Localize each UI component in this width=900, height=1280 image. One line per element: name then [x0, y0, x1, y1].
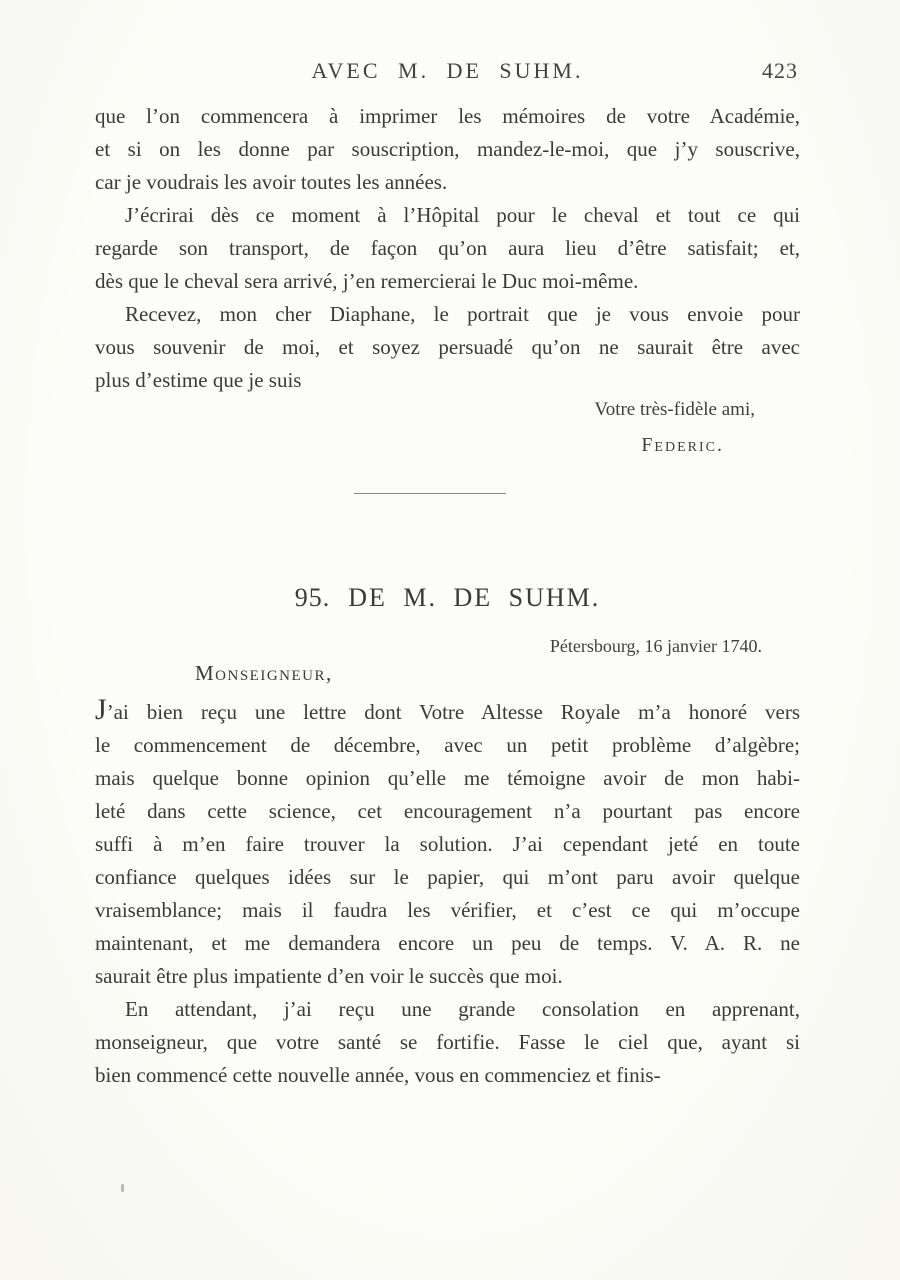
text-line: Recevez, mon cher Diaphane, le portrait que je vous envoie pour	[125, 302, 800, 326]
text-line: suffi à m’en faire trouver la solution. J’ai cependant jeté en toute	[95, 832, 800, 856]
page-number: 423	[762, 58, 798, 83]
drop-initial: J	[95, 693, 107, 726]
paragraph	[95, 199, 800, 298]
text-line: dès que le cheval sera arrivé, j’en remercierai le Duc moi-même.	[95, 269, 639, 293]
letter-continuation-body	[95, 100, 800, 397]
text-line: vous souvenir de moi, et soyez persuadé qu’on ne saurait être avec	[95, 335, 800, 359]
paragraph	[95, 298, 800, 397]
dateline	[95, 636, 800, 657]
text-line: bien commencé cette nouvelle année, vous en commenciez et finis-	[95, 1063, 661, 1087]
text-line: saurait être plus impatiente d’en voir le succès que moi.	[95, 964, 563, 988]
signature	[95, 434, 800, 457]
text-line: que l’on commencera à imprimer les mémoires de votre Académie,	[95, 104, 800, 128]
paragraph	[95, 993, 800, 1092]
running-title: AVEC M. DE SUHM.	[311, 58, 584, 83]
text-line: mais quelque bonne opinion qu’elle me témoigne avoir de mon habi-	[95, 766, 800, 790]
letter-number: 95.	[294, 583, 331, 612]
salutation: Monseigneur,	[195, 661, 333, 685]
text-line: J’ai bien reçu une lettre dont Votre Altesse Royale m’a honoré vers	[95, 693, 800, 726]
text-line: maintenant, et me demandera encore un peu de temps. V. A. R. ne	[95, 931, 800, 955]
text-line: confiance quelques idées sur le papier, qui m’ont paru avoir quelque	[95, 865, 800, 889]
text-line: En attendant, j’ai reçu une grande consolation en apprenant,	[125, 997, 800, 1021]
text-line: vraisemblance; mais il faudra les vérifier, et c’est ce qui m’occupe	[95, 898, 800, 922]
section-divider-rule	[354, 493, 506, 494]
dateline-text: Pétersbourg, 16 janvier 1740.	[549, 636, 762, 656]
letter-title: DE M. DE SUHM.	[348, 583, 601, 612]
text-line: leté dans cette science, cet encouragement n’a pourtant pas encore	[95, 799, 800, 823]
text-line: J’écrirai dès ce moment à l’Hôpital pour le cheval et tout ce qui	[125, 203, 800, 227]
valediction-text: Votre très-fidèle ami,	[594, 399, 755, 420]
text-line: le commencement de décembre, avec un petit problème d’algèbre;	[95, 733, 800, 757]
text-line: regarde son transport, de façon qu’on aura lieu d’être satisfait; et,	[95, 236, 800, 260]
paragraph	[95, 100, 800, 199]
ink-speck-artifact	[121, 1184, 124, 1192]
paragraph	[95, 693, 800, 993]
valediction	[95, 399, 800, 421]
text-line: plus d’estime que je suis	[95, 368, 302, 392]
text-line: monseigneur, que votre santé se fortifie. Fasse le ciel que, ayant si	[95, 1030, 800, 1054]
signature-text: Federic.	[641, 434, 724, 456]
letter-heading	[95, 583, 800, 613]
letter-95-body	[95, 693, 800, 1092]
running-header	[95, 58, 800, 88]
text-line: et si on les donne par souscription, mandez-le-moi, que j’y souscrive,	[95, 137, 800, 161]
text-line: car je voudrais les avoir toutes les années.	[95, 170, 448, 194]
